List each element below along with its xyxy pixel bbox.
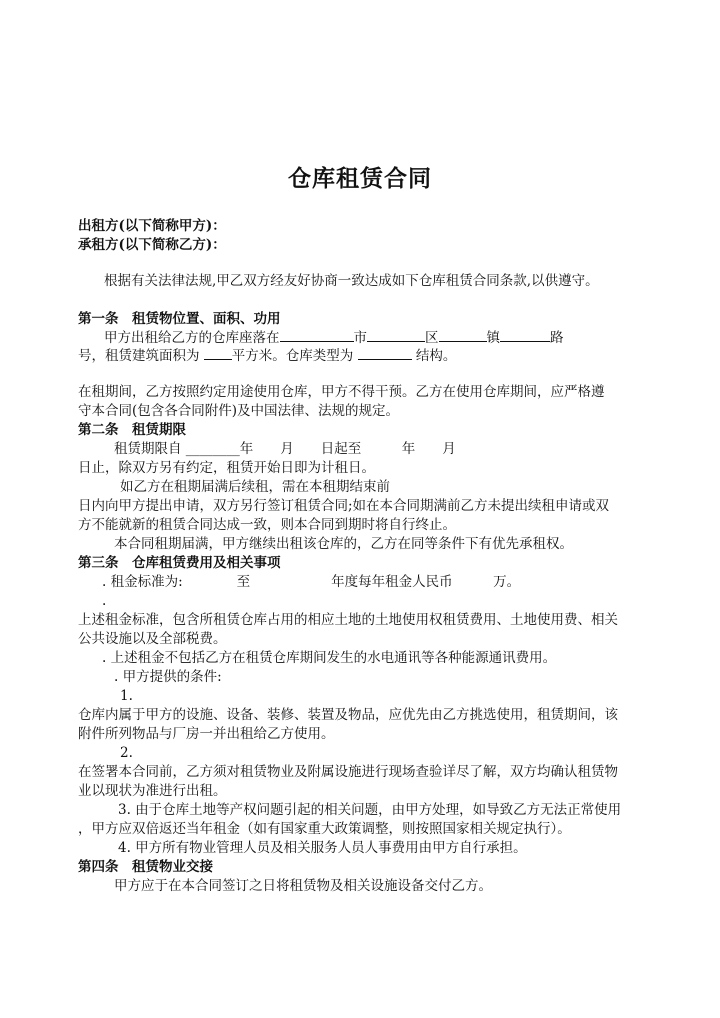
area-blank[interactable]	[204, 346, 232, 360]
type-blank[interactable]	[358, 346, 412, 360]
article3-line13: 3. 由于仓库土地等产权问题引起的相关问题，由甲方处理，如导致乙方无法正常使用	[118, 802, 622, 818]
article3-line2: .	[102, 593, 107, 609]
page-title: 仓库租赁合同	[288, 165, 432, 192]
article3-line7: 1.	[120, 688, 133, 704]
article1-heading: 第一条 租赁物位置、面积、功用	[78, 311, 281, 327]
article3-line1: . 租金标准为: 至 年度每年租金人民币 万。	[102, 574, 521, 590]
article2-line6: 本合同租期届满，甲方继续出租该仓库的，乙方在同等条件下有优先承租权。	[114, 536, 573, 552]
district-blank[interactable]	[367, 328, 425, 342]
area-label: 号，租赁建筑面积为	[78, 348, 204, 364]
location-label: 甲方出租给乙方的仓库座落在	[104, 330, 280, 346]
article2-line5: 方不能就新的租赁合同达成一致，则本合同到期时将自行终止。	[78, 517, 456, 533]
area-unit-label: 平方米。仓库类型为	[231, 348, 358, 364]
article2-heading: 第二条 租赁期限	[78, 422, 186, 438]
article3-line5: . 上述租金不包括乙方在租赁仓库期间发生的水电通讯等各种能源通讯费用。	[102, 650, 557, 666]
city-label: 市	[353, 330, 367, 346]
article3-line8: 仓库内属于甲方的设施、设备、装修、装置及物品，应优先由乙方挑选使用，租赁期间，该	[78, 707, 618, 723]
article2-line1: 租赁期限自 ________年 月 日起至 年 月	[114, 441, 456, 457]
district-label: 区	[425, 330, 439, 346]
article3-line6: . 甲方提供的条件:	[114, 669, 222, 685]
article2-line2: 日止，除双方另有约定，租赁开始日即为计租日。	[78, 460, 375, 476]
road-blank[interactable]	[500, 328, 550, 342]
lessor-line: 出租方(以下简称甲方)：	[78, 218, 226, 234]
article1-usage-line2: 守本合同(包含各合同附件)及中国法律、法规的规定。	[78, 403, 400, 419]
article3-line10: 2.	[120, 745, 133, 761]
article2-line3: 如乙方在租期届满后续租，需在本租期结束前	[120, 479, 390, 495]
article4-line1: 甲方应于在本合同签订之日将租赁物及相关设施设备交付乙方。	[114, 878, 492, 894]
article3-line12: 业以现状为准进行出租。	[78, 783, 227, 799]
article3-line15: 4. 甲方所有物业管理人员及相关服务人员人事费用由甲方自行承担。	[118, 840, 527, 856]
structure-label: 结构。	[411, 348, 457, 364]
article3-line14: ，甲方应双倍返还当年租金（如有国家重大政策调整，则按照国家相关规定执行）。	[78, 821, 571, 837]
article3-line9: 附件所列物品与厂房一并出租给乙方使用。	[78, 726, 335, 742]
town-blank[interactable]	[439, 328, 487, 342]
article1-location-line	[104, 328, 564, 347]
article3-line3: 上述租金标准，包含所租赁仓库占用的相应土地的土地使用权租赁费用、土地使用费、相关	[78, 612, 618, 628]
article2-line4: 日内向甲方提出申请，双方另行签订租赁合同;如在本合同期满前乙方未提出续租申请或双	[78, 498, 610, 514]
article3-line4: 公共设施以及全部税费。	[78, 631, 227, 647]
town-label: 镇	[486, 330, 500, 346]
article4-heading: 第四条 租赁物业交接	[78, 859, 213, 875]
article1-area-line	[78, 346, 456, 365]
preamble: 根据有关法律法规,甲乙双方经友好协商一致达成如下仓库租赁合同条款,以供遵守。	[104, 273, 599, 289]
article3-line11: 在签署本合同前，乙方须对租赁物业及附属设施进行现场查验详尽了解，双方均确认租赁物	[78, 764, 618, 780]
article1-usage-line1: 在租期间，乙方按照约定用途使用仓库，甲方不得干预。乙方在使用仓库期间，应严格遵	[78, 384, 605, 400]
article3-heading: 第三条 仓库租赁费用及相关事项	[78, 555, 281, 571]
lessee-line: 承租方(以下简称乙方)：	[78, 237, 226, 253]
road-label: 路	[550, 330, 564, 346]
city-blank[interactable]	[280, 328, 354, 342]
